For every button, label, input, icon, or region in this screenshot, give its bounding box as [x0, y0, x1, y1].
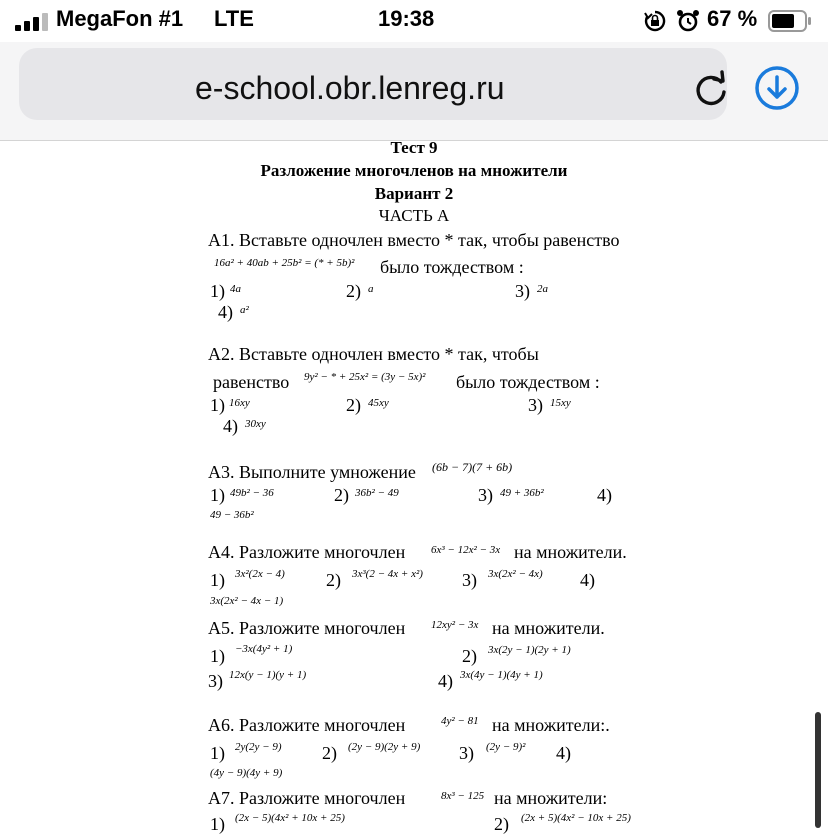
a5-option-3-number: 3)	[208, 671, 223, 691]
alarm-icon	[676, 9, 700, 33]
a2-option-4: 30xy	[245, 418, 266, 430]
a3-option-2-number: 2)	[334, 485, 349, 505]
question-a2-formula: 9y² − * + 25x² = (3y − 5x)²	[304, 371, 426, 383]
a1-option-2: a	[368, 283, 374, 295]
browser-toolbar	[0, 42, 828, 141]
a3-option-3-number: 3)	[478, 485, 493, 505]
orientation-lock-icon	[644, 10, 666, 32]
question-a5-text-end: на множители.	[492, 618, 605, 638]
a5-option-4: 3x(4y − 1)(4y + 1)	[460, 669, 543, 681]
question-a1-formula: 16a² + 40ab + 25b² = (* + 5b)²	[214, 257, 355, 269]
a1-option-4: a²	[240, 304, 249, 316]
a2-option-2-number: 2)	[346, 395, 361, 415]
a4-option-1: 3x²(2x − 4)	[235, 568, 285, 580]
test-subtitle: Разложение многочленов на множители	[260, 161, 568, 180]
question-a1-text-end: было тождеством :	[380, 257, 524, 277]
a4-option-4: 3x(2x² − 4x − 1)	[210, 595, 284, 607]
question-a6-text-end: на множители:.	[492, 715, 610, 735]
address-bar[interactable]	[19, 48, 727, 120]
document-page	[0, 138, 828, 834]
url-text[interactable]: e-school.obr.lenreg.ru	[195, 70, 505, 106]
a6-option-4-number: 4)	[556, 743, 571, 763]
a3-option-4-number: 4)	[597, 485, 612, 505]
battery-percent: 67 %	[707, 6, 758, 31]
a7-option-1-number: 1)	[210, 814, 225, 834]
a3-option-1: 49b² − 36	[230, 487, 274, 499]
a3-option-2: 36b² − 49	[355, 487, 399, 499]
reload-icon[interactable]	[691, 68, 731, 108]
test-title: Тест 9	[390, 138, 438, 157]
a1-option-4-number: 4)	[218, 302, 233, 322]
question-a4-formula: 6x³ − 12x² − 3x	[431, 544, 501, 556]
a2-option-4-number: 4)	[223, 416, 238, 436]
a7-option-1: (2x − 5)(4x² + 10x + 25)	[235, 812, 345, 824]
a4-option-2-number: 2)	[326, 570, 341, 590]
a5-option-3: 12x(y − 1)(y + 1)	[229, 669, 307, 681]
a1-option-2-number: 2)	[346, 281, 361, 301]
a5-option-1: −3x(4y² + 1)	[235, 643, 293, 655]
carrier-name: MegaFon #1	[56, 6, 184, 31]
variant-label: Вариант 2	[374, 184, 454, 203]
question-a6-text: А6. Разложите многочлен	[208, 715, 406, 735]
question-a2-text-end: было тождеством :	[456, 372, 600, 392]
clock: 19:38	[378, 6, 435, 31]
a2-option-2: 45xy	[368, 397, 389, 409]
a2-option-3-number: 3)	[528, 395, 543, 415]
a6-option-3: (2y − 9)²	[486, 741, 526, 753]
question-a7-text-end: на множители:	[494, 788, 608, 808]
a7-option-2-number: 2)	[494, 814, 509, 834]
download-icon[interactable]	[753, 64, 801, 112]
a1-option-3-number: 3)	[515, 281, 530, 301]
question-a7-text: А7. Разложите многочлен	[208, 788, 406, 808]
a4-option-2: 3x³(2 − 4x + x²)	[352, 568, 423, 580]
question-a4-text-end: на множители.	[514, 542, 627, 562]
a6-option-3-number: 3)	[459, 743, 474, 763]
question-a2-text: А2. Вставьте одночлен вместо * так, чтобы	[208, 344, 539, 364]
a7-option-2: (2x + 5)(4x² − 10x + 25)	[521, 812, 631, 824]
a6-option-1-number: 1)	[210, 743, 225, 763]
a5-option-2: 3x(2y − 1)(2y + 1)	[488, 644, 571, 656]
a4-option-1-number: 1)	[210, 570, 225, 590]
a5-option-2-number: 2)	[462, 646, 477, 666]
battery-icon	[768, 10, 812, 32]
a1-option-1: 4a	[230, 283, 241, 295]
question-a6-formula: 4y² − 81	[441, 715, 479, 727]
a3-option-4: 49 − 36b²	[210, 509, 254, 521]
a3-option-1-number: 1)	[210, 485, 225, 505]
scrollbar[interactable]	[815, 712, 821, 828]
a6-option-2-number: 2)	[322, 743, 337, 763]
question-a2-label: равенство	[213, 372, 290, 392]
a3-option-3: 49 + 36b²	[500, 487, 544, 499]
a6-option-1: 2y(2y − 9)	[235, 741, 282, 753]
question-a7-formula: 8x³ − 125	[441, 790, 485, 802]
a4-option-3-number: 3)	[462, 570, 477, 590]
a2-option-3: 15xy	[550, 397, 571, 409]
question-a4-text: А4. Разложите многочлен	[208, 542, 406, 562]
status-bar	[0, 0, 828, 42]
a6-option-4: (4y − 9)(4y + 9)	[210, 767, 283, 779]
network-type: LTE	[214, 6, 254, 31]
a2-option-1-number: 1)	[210, 395, 225, 415]
question-a3-text: А3. Выполните умножение	[208, 462, 416, 482]
a4-option-3: 3x(2x² − 4x)	[488, 568, 543, 580]
question-a3-formula: (6b − 7)(7 + 6b)	[432, 460, 513, 474]
question-a1-text: А1. Вставьте одночлен вместо * так, чтобы равенство	[208, 230, 620, 250]
a1-option-3: 2a	[537, 283, 548, 295]
a6-option-2: (2y − 9)(2y + 9)	[348, 741, 421, 753]
a1-option-1-number: 1)	[210, 281, 225, 301]
a5-option-4-number: 4)	[438, 671, 453, 691]
a2-option-1: 16xy	[229, 397, 250, 409]
signal-icon	[15, 13, 51, 31]
part-label: ЧАСТЬ А	[378, 206, 450, 225]
question-a5-text: А5. Разложите многочлен	[208, 618, 406, 638]
a5-option-1-number: 1)	[210, 646, 225, 666]
a4-option-4-number: 4)	[580, 570, 595, 590]
question-a5-formula: 12xy² − 3x	[431, 619, 479, 631]
